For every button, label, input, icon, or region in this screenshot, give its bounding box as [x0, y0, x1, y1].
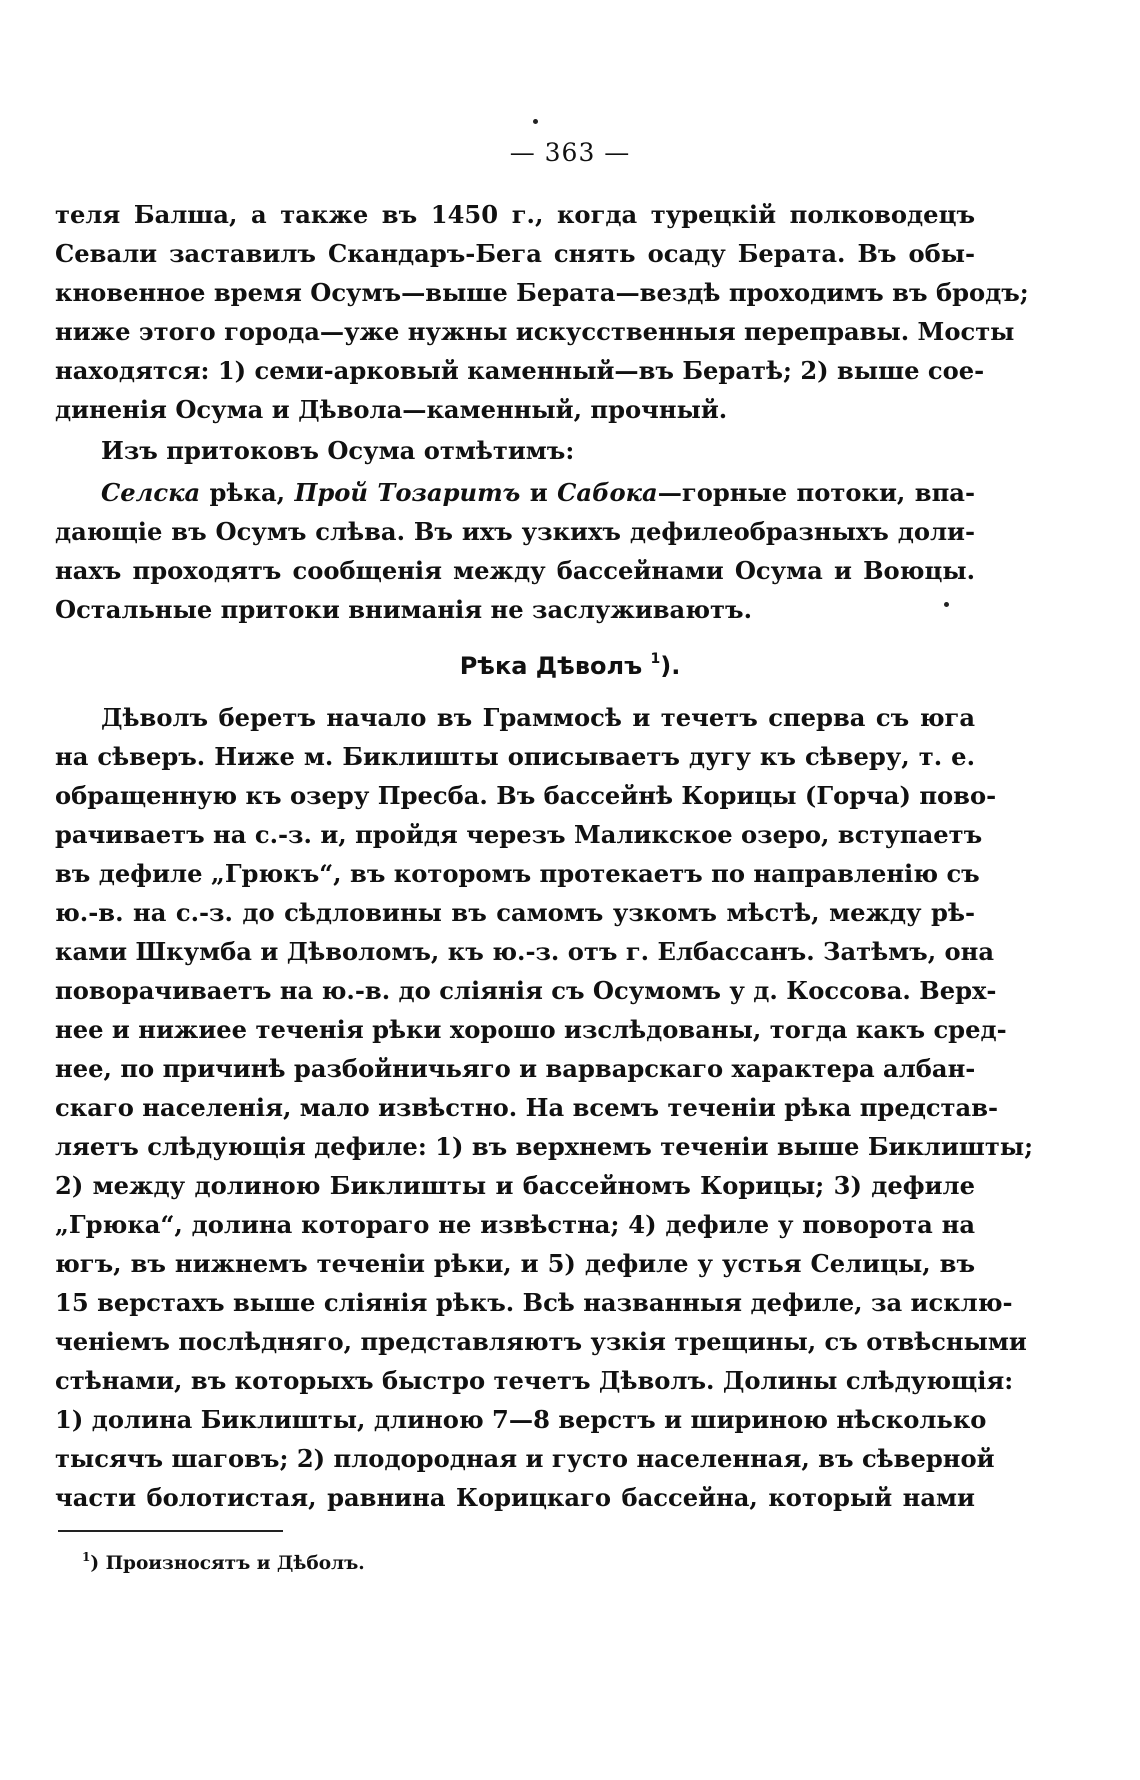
section-heading: [0, 648, 1140, 684]
text-line: теля Балша, а также въ 1450 г., когда турецкій полководецъ: [55, 200, 975, 229]
text-line: Севали заставилъ Скандаръ-Бега снять осаду Берата. Въ обы-: [55, 239, 975, 268]
river-name: Прой Тозаритъ: [294, 478, 521, 507]
text-line: ю.-в. на с.-з. до сѣдловины въ самомъ узкомъ мѣстѣ, между рѣ-: [55, 898, 975, 927]
text-line: 15 верстахъ выше сліянія рѣкъ. Всѣ названныя дефиле, за исклю-: [55, 1288, 1013, 1317]
text-line: находятся: 1) семи-арковый каменный—въ Бератѣ; 2) выше сое-: [55, 356, 985, 385]
text-line: нахъ проходятъ сообщенія между бассейнами Осума и Воюцы.: [55, 556, 975, 585]
text-line: дающіе въ Осумъ слѣва. Въ ихъ узкихъ дефилеобразныхъ доли-: [55, 517, 975, 546]
text-line: стѣнами, въ которыхъ быстро течетъ Дѣволъ. Долины слѣдующія:: [55, 1366, 1014, 1395]
text-line: ками Шкумба и Дѣволомъ, къ ю.-з. отъ г. Елбассанъ. Затѣмъ, она: [55, 937, 995, 966]
text-line: „Грюка“, долина котораго не извѣстна; 4) дефиле у поворота на: [55, 1210, 975, 1239]
text-line: нее, по причинѣ разбойничьяго и варварскаго характера албан-: [55, 1054, 976, 1083]
text-line: Изъ притоковъ Осума отмѣтимъ:: [101, 436, 575, 465]
text-line: на сѣверъ. Ниже м. Биклишты описываетъ дугу къ сѣверу, т. е.: [55, 742, 975, 771]
text-line: диненія Осума и Дѣвола—каменный, прочный.: [55, 395, 728, 424]
text-line: части болотистая, равнина Корицкаго бассейна, который нами: [55, 1483, 975, 1512]
river-name: Сабока: [557, 478, 658, 507]
text-run: рѣка,: [200, 478, 295, 507]
section-title: Рѣка Дѣволъ: [459, 652, 643, 680]
text-line: обращенную къ озеру Пресба. Въ бассейнѣ Корицы (Горча) пово-: [55, 781, 997, 810]
text-line: 1) долина Биклишты, длиною 7—8 верстъ и шириною нѣсколько: [55, 1405, 987, 1434]
text-line: кновенное время Осумъ—выше Берата—вездѣ проходимъ въ бродъ;: [55, 278, 1029, 307]
text-line: поворачиваетъ на ю.-в. до сліянія съ Осумомъ у д. Коссова. Верх-: [55, 976, 997, 1005]
text-line: ниже этого города—уже нужны искусственныя переправы. Мосты: [55, 317, 1015, 346]
text-run: —горные потоки, впа-: [657, 478, 975, 507]
footnote-text: Произносятъ и Дѣболъ.: [99, 1553, 365, 1574]
footnote-marker: 1: [650, 651, 661, 667]
text-line: рачиваетъ на с.-з. и, пройдя черезъ Маликское озеро, вступаетъ: [55, 820, 983, 849]
footnote-paren: ): [90, 1553, 100, 1574]
ink-speck: [533, 119, 538, 124]
text-line: Остальные притоки вниманія не заслуживаютъ.: [55, 595, 752, 624]
text-line: ченіемъ послѣдняго, представляютъ узкія трещины, съ отвѣсными: [55, 1327, 1027, 1356]
river-name: Селска: [101, 478, 201, 507]
page-number: — 363 —: [509, 138, 631, 167]
text-line-tributaries: [101, 474, 975, 512]
text-line: въ дефиле „Грюкъ“, въ которомъ протекаетъ по направленію съ: [55, 859, 980, 888]
text-line: тысячъ шаговъ; 2) плодородная и густо населенная, въ сѣверной: [55, 1444, 995, 1473]
text-line: ляетъ слѣдующія дефиле: 1) въ верхнемъ теченіи выше Биклишты;: [55, 1132, 1034, 1161]
text-line: югъ, въ нижнемъ теченіи рѣки, и 5) дефиле у устья Селицы, въ: [55, 1249, 975, 1278]
text-line: Дѣволъ беретъ начало въ Граммосѣ и течетъ сперва съ юга: [101, 703, 975, 732]
text-run: и: [520, 478, 558, 507]
footnote-marker: 1: [82, 1549, 91, 1564]
footnote-rule: [58, 1530, 283, 1532]
text-line: нее и нижиее теченія рѣки хорошо изслѣдованы, тогда какъ сред-: [55, 1015, 1007, 1044]
footnote: [82, 1550, 365, 1578]
text-line: 2) между долиною Биклишты и бассейномъ Корицы; 3) дефиле: [55, 1171, 975, 1200]
text-line: скаго населенія, мало извѣстно. На всемъ теченіи рѣка представ-: [55, 1093, 999, 1122]
heading-tail: ).: [660, 652, 681, 680]
